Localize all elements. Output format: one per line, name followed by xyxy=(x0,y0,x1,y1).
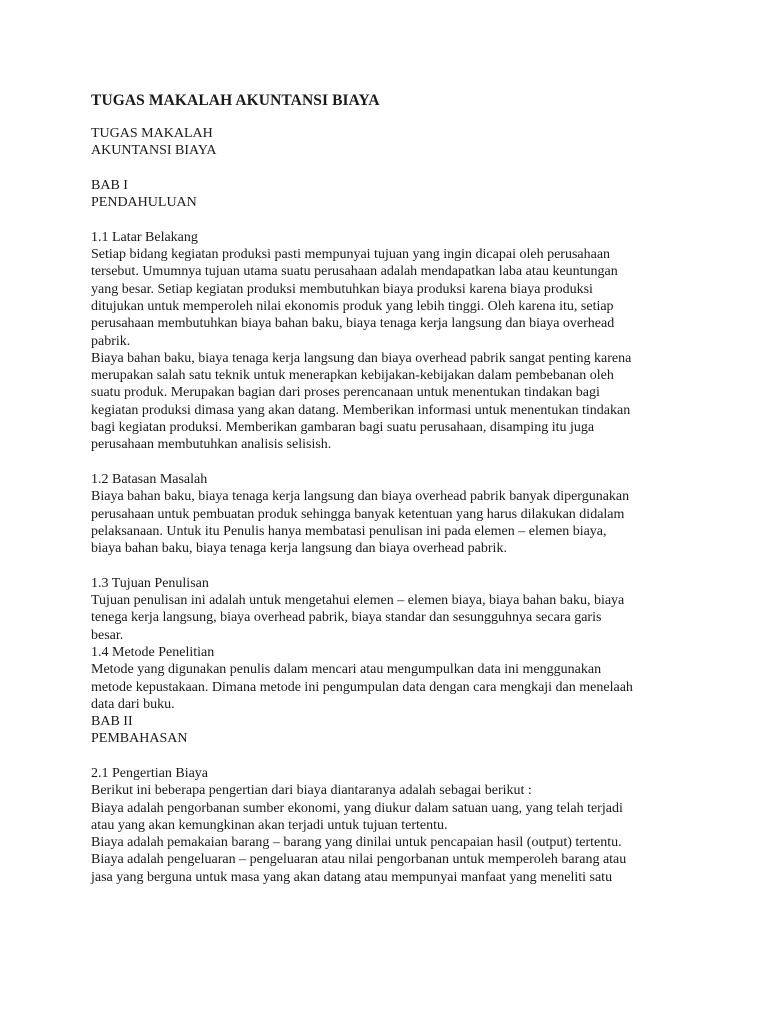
text-line: ditujukan untuk memperoleh nilai ekonomis produk yang lebih tinggi. Oleh karena itu, setiap xyxy=(91,298,614,314)
text-line: BAB II xyxy=(91,714,133,730)
text-line: BAB I xyxy=(91,177,128,193)
text-line: pelaksanaan. Untuk itu Penulis hanya membatasi penulisan ini pada elemen – elemen biaya, xyxy=(91,523,607,539)
blank-line xyxy=(91,748,677,765)
text-line: metode kepustakaan. Dimana metode ini pengumpulan data dengan cara mengkaji dan menelaah xyxy=(91,679,633,695)
text-line: Metode yang digunakan penulis dalam mencari atau mengumpulkan data ini menggunakan xyxy=(91,662,602,678)
text-line: Biaya bahan baku, biaya tenaga kerja langsung dan biaya overhead pabrik sangat penting karena xyxy=(91,350,632,366)
text-line: tersebut. Umumnya tujuan utama suatu perusahaan adalah mendapatkan laba atau keuntungan xyxy=(91,264,618,280)
text-line: besar. xyxy=(91,627,124,643)
text-line: atau yang akan kemungkinan akan terjadi untuk tujuan tertentu. xyxy=(91,817,448,833)
text-line: TUGAS MAKALAH xyxy=(91,126,213,141)
blank-line xyxy=(91,454,677,471)
document-body xyxy=(91,125,677,886)
text-line: perusahaan membutuhkan biaya bahan baku, biaya tenaga kerja langsung dan biaya overhead xyxy=(91,316,615,332)
text-line: Biaya bahan baku, biaya tenaga kerja langsung dan biaya overhead pabrik banyak dipergunakan xyxy=(91,489,630,505)
text-line: biaya bahan baku, biaya tenaga kerja langsung dan biaya overhead pabrik. xyxy=(91,541,507,557)
document-title: TUGAS MAKALAH AKUNTANSI BIAYA xyxy=(91,92,380,109)
text-line: Tujuan penulisan ini adalah untuk mengetahui elemen – elemen biaya, biaya bahan baku, biaya xyxy=(91,593,625,609)
text-line: 1.1 Latar Belakang xyxy=(91,229,198,245)
text-line: 2.1 Pengertian Biaya xyxy=(91,765,209,781)
text-line: Biaya adalah pengeluaran – pengeluaran atau nilai pengorbanan untuk memperoleh barang atau xyxy=(91,852,627,868)
text-line: Setiap bidang kegiatan produksi pasti mempunyai tujuan yang ingin dicapai oleh perusahaan xyxy=(91,247,611,263)
text-line: tenega kerja langsung, biaya overhead pabrik, biaya standar dan sesungguhnya secara garis xyxy=(91,610,602,626)
text-line: bagi kegiatan produksi. Memberikan gambaran bagi suatu perusahaan, disamping itu juga xyxy=(91,420,595,436)
text-line: suatu produk. Merupakan bagian dari proses perencanaan untuk menentukan tindakan bagi xyxy=(91,385,600,401)
text-line: 1.3 Tujuan Penulisan xyxy=(91,575,209,591)
text-line: AKUNTANSI BIAYA xyxy=(91,143,217,159)
text-line: data dari buku. xyxy=(91,696,175,712)
text-line: merupakan salah satu teknik untuk menerapkan kebijakan-kebijakan dalam pembebanan oleh xyxy=(91,368,614,384)
blank-line xyxy=(91,160,677,177)
text-line: Berikut ini beberapa pengertian dari biaya diantaranya adalah sebagai berikut : xyxy=(91,783,532,799)
text-line: PEMBAHASAN xyxy=(91,731,188,747)
text-line: Biaya adalah pengorbanan sumber ekonomi, yang diukur dalam satuan uang, yang telah terjadi xyxy=(91,800,623,816)
text-line: yang besar. Setiap kegiatan produksi membutuhkan biaya produksi karena biaya produksi xyxy=(91,281,593,297)
text-line: perusahaan untuk pembuatan produk sehingga banyak ketentuan yang harus dilakukan didalam xyxy=(91,506,625,522)
text-line: perusahaan membutuhkan analisis selisish. xyxy=(91,437,332,453)
text-line: PENDAHULUAN xyxy=(91,195,197,211)
text-line: 1.4 Metode Penelitian xyxy=(91,644,215,660)
text-line: 1.2 Batasan Masalah xyxy=(91,471,208,487)
text-line: pabrik. xyxy=(91,333,131,349)
text-line: Biaya adalah pemakaian barang – barang yang dinilai untuk pencapaian hasil (output) tertentu. xyxy=(91,835,622,851)
blank-line xyxy=(91,557,677,574)
blank-line xyxy=(91,211,677,228)
text-line: kegiatan produksi dimasa yang akan datang. Memberikan informasi untuk menentukan tindakan xyxy=(91,402,631,418)
text-line: jasa yang berguna untuk masa yang akan datang atau mempunyai manfaat yang meneliti satu xyxy=(91,869,613,885)
